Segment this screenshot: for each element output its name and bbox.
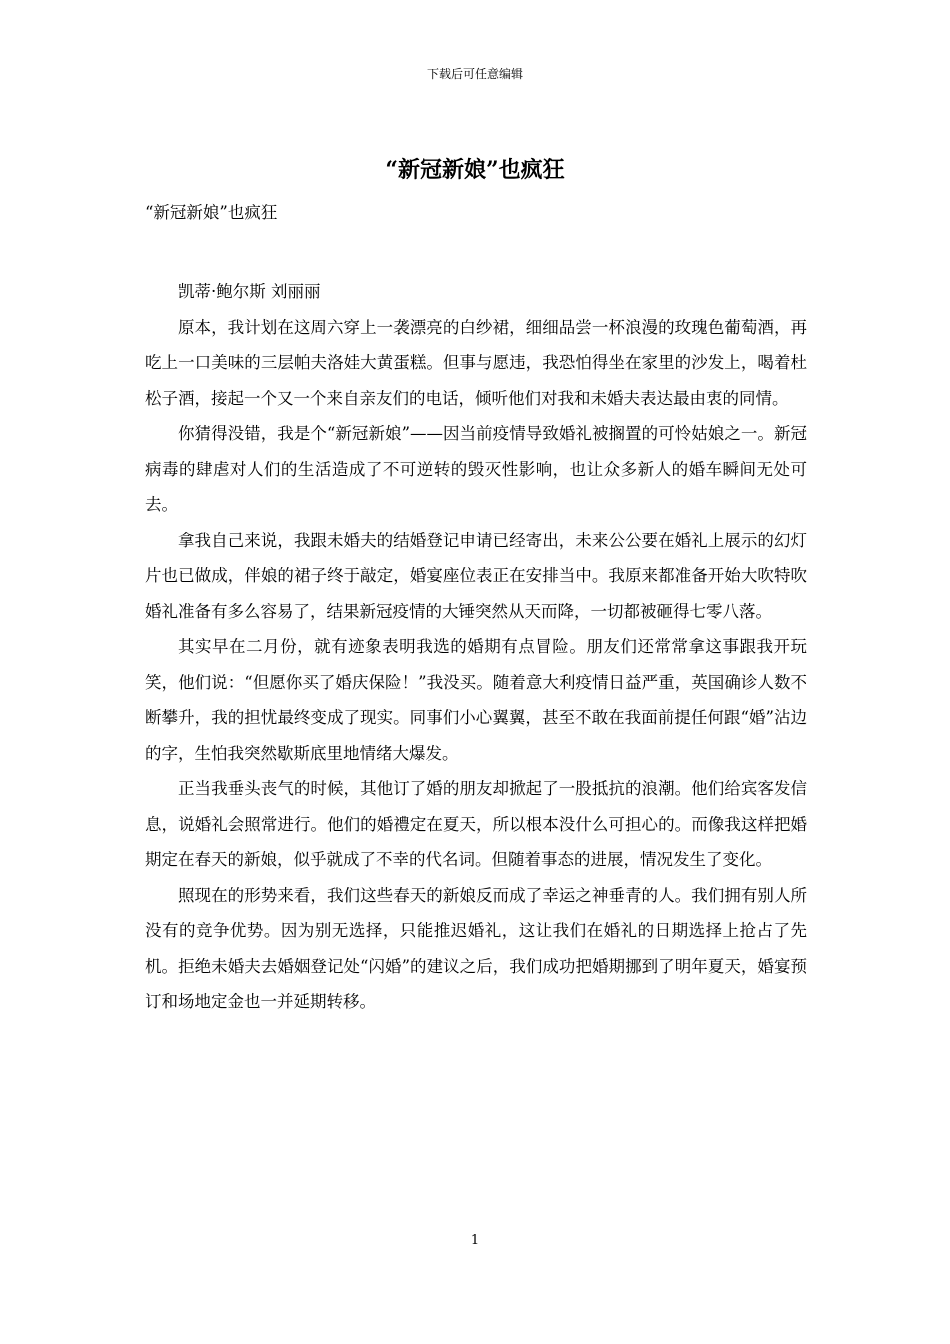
paragraph-5: 正当我垂头丧气的时候，其他订了婚的朋友却掀起了一股抵抗的浪潮。他们给宾客发信息，说婚礼会照常进行。他们的婚禮定在夏天，所以根本没什么可担心的。而像我这样把婚期定在春天的新娘，似乎就成了不幸的代名词。但随着事态的进展，情况发生了变化。 bbox=[145, 779, 807, 869]
paragraph-2: 你猜得没错，我是个“新冠新娘”——因当前疫情导致婚礼被搁置的可怜姑娘之一。新冠病毒的肆虐对人们的生活造成了不可逆转的毁灭性影响，也让众多新人的婚车瞬间无处可去。 bbox=[145, 424, 807, 514]
document-title: “新冠新娘”也疯狂 bbox=[385, 157, 565, 183]
paragraph-1: 原本，我计划在这周六穿上一袭漂亮的白纱裙，细细品尝一杯浪漫的玫瑰色葡萄酒，再吃上一口美味的三层帕夫洛娃大黄蛋糕。但事与愿违，我恐怕得坐在家里的沙发上，喝着杜松子酒，接起一个又一个来自亲友们的电话，倾听他们对我和未婚夫表达最由衷的同情。 bbox=[145, 317, 807, 408]
paragraph-3: 拿我自己来说，我跟未婚夫的结婚登记申请已经寄出，未来公公要在婚礼上展示的幻灯片也已做成，伴娘的裙子终于敲定，婚宴座位表正在安排当中。我原来都准备开始大吹特吹婚礼准备有多么容易了，结果新冠疫情的大锤突然从天而降，一切都被砸得七零八落。 bbox=[145, 530, 807, 621]
paragraph-4: 其实早在二月份，就有迹象表明我选的婚期有点冒险。朋友们还常常拿这事跟我开玩笑，他们说：“但愿你买了婚庆保险！”我没买。随着意大利疫情日益严重，英国确诊人数不断攀升，我的担忧最终变成了现实。同事们小心翼翼，甚至不敢在我面前提任何跟“婚”沾边的字，生怕我突然歇斯底里地情绪大爆发。 bbox=[145, 637, 807, 763]
paragraph-6: 照现在的形势来看，我们这些春天的新娘反而成了幸运之神垂青的人。我们拥有别人所没有的竞争优势。因为别无选择，只能推迟婚礼，这让我们在婚礼的日期选择上抢占了先机。拒绝未婚夫去婚姻登记处“闪婚”的建议之后，我们成功把婚期挪到了明年夏天，婚宴预订和场地定金也一并延期转移。 bbox=[145, 885, 807, 1011]
author-line: 凯蒂·鲍尔斯 刘丽丽 bbox=[178, 282, 321, 301]
document-subtitle: “新冠新娘”也疯狂 bbox=[145, 203, 278, 222]
article-body bbox=[145, 274, 807, 1020]
page-header: 下载后可任意编辑 bbox=[426, 67, 523, 81]
page-number: 1 bbox=[470, 1233, 480, 1248]
